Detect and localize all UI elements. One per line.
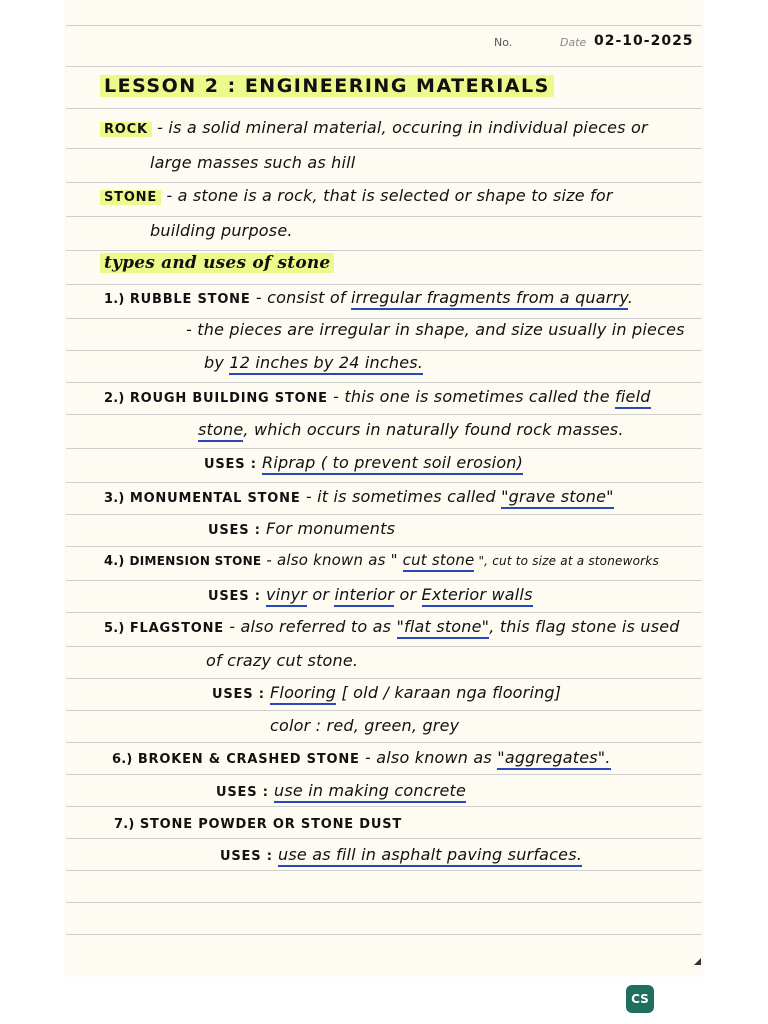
item-2-line2 xyxy=(198,420,624,439)
item-2-number: 2.) xyxy=(104,391,125,406)
item-7-uses xyxy=(220,845,582,864)
item-5-tail: , this flag stone is used xyxy=(489,617,680,636)
item-5-uses xyxy=(212,683,561,702)
item-3-underlined: "grave stone" xyxy=(501,487,614,509)
item-4-name: DIMENSION STONE xyxy=(129,554,262,568)
item-2-line1 xyxy=(104,387,651,406)
ruled-line xyxy=(66,806,702,807)
item-6-uses xyxy=(216,781,466,800)
item-4-use-1: vinyr xyxy=(266,585,307,607)
item-1-size: 12 inches by 24 inches. xyxy=(229,353,423,375)
ruled-line xyxy=(66,182,702,183)
item-3-uses-label: USES : xyxy=(208,523,267,538)
item-6-text: - also known as xyxy=(359,748,498,767)
item-3-line1 xyxy=(104,487,614,506)
item-3-name: MONUMENTAL STONE xyxy=(129,491,301,506)
item-1-line2: - the pieces are irregular in shape, and size usually in pieces xyxy=(186,320,685,339)
ruled-line xyxy=(66,678,702,679)
ruled-line xyxy=(66,350,702,351)
rock-definition-line2: large masses such as hill xyxy=(150,153,356,172)
item-4-use-2: interior xyxy=(334,585,394,607)
item-6-name: BROKEN & CRASHED STONE xyxy=(137,752,360,767)
no-label: No. xyxy=(494,36,513,49)
rock-definition-line1 xyxy=(100,118,648,137)
lesson-title-text: LESSON 2 : ENGINEERING MATERIALS xyxy=(100,75,554,97)
item-1-line1 xyxy=(104,288,633,307)
item-5-underlined: "flat stone" xyxy=(397,617,490,639)
item-6-uses-label: USES : xyxy=(216,785,275,800)
ruled-line xyxy=(66,742,702,743)
item-5-text: - also referred to as xyxy=(223,617,397,636)
rock-def: - is a solid mineral material, occuring in individual pieces or xyxy=(151,118,648,137)
item-4-tail: ", cut to size at a stoneworks xyxy=(474,554,659,568)
item-1-text: - consist of xyxy=(250,288,352,307)
item-1-line3 xyxy=(204,353,423,372)
stone-definition-line1 xyxy=(100,186,613,205)
item-7-name: STONE POWDER OR STONE DUST xyxy=(139,817,403,832)
item-7-number: 7.) xyxy=(114,817,135,832)
item-4-or-1: or xyxy=(307,585,335,604)
item-5-line1 xyxy=(104,617,680,636)
ruled-line xyxy=(66,108,702,109)
item-3-uses xyxy=(208,519,395,538)
item-2-name: ROUGH BUILDING STONE xyxy=(129,391,328,406)
ruled-line xyxy=(66,318,702,319)
item-2-underlined: field xyxy=(615,387,651,409)
ruled-line xyxy=(66,250,702,251)
item-4-line1 xyxy=(104,551,659,569)
ruled-line xyxy=(66,902,702,903)
date-label: Date xyxy=(560,36,587,49)
item-2-text: - this one is sometimes called the xyxy=(327,387,616,406)
item-4-uses-label: USES : xyxy=(208,589,267,604)
item-5-uses-label: USES : xyxy=(212,687,271,702)
item-2-uses-value: Riprap ( to prevent soil erosion) xyxy=(262,453,523,475)
item-5-line2: of crazy cut stone. xyxy=(206,651,359,670)
ruled-line xyxy=(66,66,702,67)
rock-term: ROCK xyxy=(100,122,152,137)
item-1-number: 1.) xyxy=(104,292,125,307)
ruled-line xyxy=(66,148,702,149)
ruled-line xyxy=(66,580,702,581)
item-7-line1 xyxy=(114,813,402,832)
stone-term: STONE xyxy=(100,190,161,205)
item-6-number: 6.) xyxy=(112,752,133,767)
item-5-number: 5.) xyxy=(104,621,125,636)
item-4-or-2: or xyxy=(394,585,422,604)
item-4-use-3: Exterior walls xyxy=(422,585,533,607)
date-value: 02-10-2025 xyxy=(594,33,694,49)
ruled-line xyxy=(66,612,702,613)
ruled-line xyxy=(66,382,702,383)
ruled-line xyxy=(66,934,702,935)
subheading-text: types and uses of stone xyxy=(100,253,334,273)
item-1-underlined: irregular fragments from a quarry xyxy=(351,288,628,310)
item-5-use-1: Flooring xyxy=(270,683,336,705)
item-1-name: RUBBLE STONE xyxy=(129,292,251,307)
item-3-number: 3.) xyxy=(104,491,125,506)
ruled-line xyxy=(66,216,702,217)
item-2-desc: , which occurs in naturally found rock masses. xyxy=(243,420,624,439)
item-4-number: 4.) xyxy=(104,554,125,569)
item-5-name: FLAGSTONE xyxy=(129,621,224,636)
ruled-line xyxy=(66,414,702,415)
ruled-line xyxy=(66,838,702,839)
item-4-text: - also known as " xyxy=(261,551,403,569)
item-1-period: . xyxy=(627,288,634,307)
item-5-extra: [ old / karaan nga flooring] xyxy=(336,683,562,702)
ruled-line xyxy=(66,546,702,547)
stone-def: - a stone is a rock, that is selected or shape to size for xyxy=(161,186,613,205)
item-6-line1 xyxy=(112,748,611,767)
ruled-line xyxy=(66,646,702,647)
ruled-line xyxy=(66,514,702,515)
item-2-uses xyxy=(204,453,523,472)
item-3-uses-value: For monuments xyxy=(266,519,396,538)
item-1-by: by xyxy=(204,353,230,372)
stone-definition-line2: building purpose. xyxy=(150,221,293,240)
ruled-line xyxy=(66,25,702,26)
ruled-line xyxy=(66,284,702,285)
item-2-uses-label: USES : xyxy=(204,457,263,472)
item-6-underlined: "aggregates". xyxy=(497,748,610,770)
subheading xyxy=(100,253,334,273)
ruled-line xyxy=(66,870,702,871)
item-3-text: - it is sometimes called xyxy=(300,487,502,506)
camscanner-logo: CS xyxy=(626,985,654,1013)
item-2-stone: stone xyxy=(198,420,243,442)
notebook-page xyxy=(66,0,702,975)
item-5-color: color : red, green, grey xyxy=(270,716,460,735)
lesson-title xyxy=(100,75,554,97)
ruled-line xyxy=(66,482,702,483)
item-4-underlined: cut stone xyxy=(403,551,475,572)
ruled-line xyxy=(66,710,702,711)
item-7-uses-label: USES : xyxy=(220,849,279,864)
page-corner-mark xyxy=(694,958,701,965)
item-7-uses-value: use as fill in asphalt paving surfaces. xyxy=(278,845,582,867)
ruled-line xyxy=(66,448,702,449)
ruled-line xyxy=(66,774,702,775)
item-6-uses-value: use in making concrete xyxy=(274,781,466,803)
item-4-uses xyxy=(208,585,533,604)
